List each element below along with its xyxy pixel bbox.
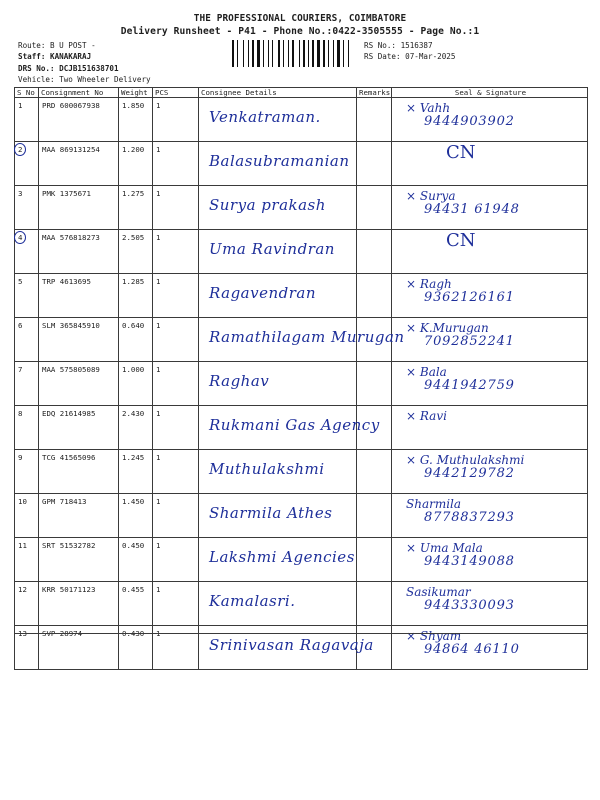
table-row — [15, 186, 588, 230]
rs-number: RS No.: 1516387 — [364, 41, 433, 50]
signature-phone: 8778837293 — [424, 510, 515, 525]
table-row — [15, 494, 588, 538]
signature-phone: 94864 46110 — [424, 642, 520, 657]
table-header-row — [15, 88, 588, 98]
signature — [406, 142, 587, 163]
consignee-name: Venkatraman. — [209, 108, 321, 126]
row-consignment: SLM 365845910 — [39, 318, 119, 362]
barcode-bar — [303, 40, 305, 67]
circle-mark — [14, 143, 26, 156]
barcode-bar — [274, 40, 277, 67]
barcode-bar — [288, 40, 289, 67]
bottom-rule — [14, 633, 587, 634]
barcode-bar — [281, 40, 282, 67]
row-pcs: 1 — [153, 538, 199, 582]
barcode-bar — [335, 40, 336, 67]
signature — [406, 542, 587, 568]
barcode-bar — [248, 40, 249, 67]
row-consignment: KRR 50171123 — [39, 582, 119, 626]
barcode-bar — [301, 40, 302, 67]
barcode-bar — [257, 40, 260, 67]
barcode-bar — [255, 40, 256, 67]
table-row — [15, 406, 588, 450]
barcode-bar — [328, 40, 329, 67]
table-row — [15, 538, 588, 582]
row-consignment: MAA 575805089 — [39, 362, 119, 406]
sno-text: 4 — [18, 233, 23, 242]
signature — [406, 498, 587, 524]
signature-phone: 94431 61948 — [424, 202, 520, 217]
row-remarks — [357, 494, 392, 538]
signature — [406, 586, 587, 612]
row-signature — [392, 98, 588, 142]
sno-value: 6 — [18, 321, 23, 330]
col-pcs: PCS — [153, 88, 199, 98]
row-signature — [392, 318, 588, 362]
barcode-bar — [310, 40, 311, 67]
signature-phone: 9443149088 — [424, 554, 515, 569]
barcode-bar — [237, 40, 238, 67]
signature — [406, 410, 587, 423]
rs-date: RS Date: 07-Mar-2025 — [364, 52, 456, 61]
row-consignee — [199, 142, 357, 186]
sno-value: 5 — [18, 277, 23, 286]
table-row — [15, 318, 588, 362]
row-sno — [15, 318, 39, 362]
row-sno — [15, 450, 39, 494]
signature-text: Sharmila — [406, 497, 462, 511]
signature — [406, 278, 587, 304]
consignee-name: Lakshmi Agencies — [209, 548, 355, 566]
barcode-bar — [337, 40, 340, 67]
circle-mark — [14, 231, 26, 244]
row-consignee — [199, 582, 357, 626]
row-sno — [15, 274, 39, 318]
barcode-bar — [272, 40, 273, 67]
row-weight: 0.455 — [119, 582, 153, 626]
row-weight: 1.245 — [119, 450, 153, 494]
staff-label: Staff: KANAKARAJ — [18, 52, 92, 61]
signature-phone: 9442129782 — [424, 466, 515, 481]
sno-value: 8 — [18, 409, 23, 418]
signature-phone: 7092852241 — [424, 334, 515, 349]
col-sno: S No — [15, 88, 39, 98]
col-weight: Weight — [119, 88, 153, 98]
company-title: THE PROFESSIONAL COURIERS, COIMBATORE — [193, 13, 407, 24]
sno-value: 13 — [18, 629, 27, 638]
sno-value: 10 — [18, 497, 27, 506]
sno-value: 11 — [18, 541, 27, 550]
row-signature — [392, 582, 588, 626]
row-weight: 1.275 — [119, 186, 153, 230]
row-weight: 0.450 — [119, 538, 153, 582]
consignee-name: Balasubramanian — [209, 152, 350, 170]
row-remarks — [357, 186, 392, 230]
runsheet-subtitle: Delivery Runsheet - P41 - Phone No.:0422-3505555 - Page No.:1 — [120, 26, 480, 37]
barcode-bar — [268, 40, 269, 67]
row-consignee — [199, 494, 357, 538]
consignee-name: Sharmila Athes — [209, 504, 333, 522]
row-pcs: 1 — [153, 406, 199, 450]
row-signature — [392, 450, 588, 494]
barcode-bar — [308, 40, 309, 67]
row-signature — [392, 538, 588, 582]
barcode-bar — [263, 40, 264, 67]
barcode-bar — [232, 40, 234, 67]
col-remarks: Remarks — [357, 88, 392, 98]
consignee-name: Uma Ravindran — [209, 240, 335, 258]
row-signature — [392, 406, 588, 450]
col-seal-signature: Seal & Signature — [392, 88, 588, 98]
signature — [406, 190, 587, 216]
row-remarks — [357, 142, 392, 186]
sno-value: 1 — [18, 101, 23, 110]
barcode-bar — [345, 40, 347, 67]
row-weight: 1.450 — [119, 494, 153, 538]
row-sno — [15, 98, 39, 142]
row-consignment: MAA 576818273 — [39, 230, 119, 274]
table-row — [15, 582, 588, 626]
signature-text: × K.Murugan — [406, 321, 489, 335]
sno-value: 3 — [18, 189, 23, 198]
row-remarks — [357, 274, 392, 318]
signature-phone: 9362126161 — [424, 290, 515, 305]
barcode-bar — [317, 40, 320, 67]
barcode-bar — [323, 40, 325, 67]
barcode-bar — [285, 40, 287, 67]
row-pcs: 1 — [153, 142, 199, 186]
row-sno — [15, 186, 39, 230]
table-row — [15, 98, 588, 142]
signature — [406, 230, 587, 251]
signature-text: × Vahh — [406, 101, 451, 115]
signature-phone: 9441942759 — [424, 378, 515, 393]
sno-value — [18, 145, 22, 154]
row-weight: 2.505 — [119, 230, 153, 274]
row-consignee — [199, 450, 357, 494]
row-remarks — [357, 538, 392, 582]
row-sno — [15, 582, 39, 626]
row-pcs: 1 — [153, 450, 199, 494]
row-weight: 0.640 — [119, 318, 153, 362]
row-consignment: GPM 718413 — [39, 494, 119, 538]
row-consignee — [199, 98, 357, 142]
row-sno — [15, 230, 39, 274]
row-consignee — [199, 186, 357, 230]
barcode-bar — [306, 40, 307, 67]
consignee-name: Raghav — [209, 372, 270, 390]
barcode-bar — [350, 40, 352, 67]
row-remarks — [357, 230, 392, 274]
consignee-name: Kamalasri. — [209, 592, 296, 610]
row-consignee — [199, 406, 380, 450]
row-pcs: 1 — [153, 626, 199, 670]
consignee-name: Ramathilagam Murugan — [209, 328, 405, 346]
barcode-bar — [348, 40, 349, 67]
barcode-bar — [315, 40, 316, 67]
consignee-name: Muthulakshmi — [209, 460, 325, 478]
barcode-bar — [292, 40, 294, 67]
barcode-bar — [299, 40, 300, 67]
barcode-bar — [261, 40, 262, 67]
barcode-bar — [235, 40, 236, 67]
signature-text: × G. Muthulakshmi — [406, 453, 525, 467]
barcode-bar — [265, 40, 267, 67]
row-pcs: 1 — [153, 98, 199, 142]
row-consignment: EDQ 21614985 — [39, 406, 119, 450]
signature-phone: 9443330093 — [424, 598, 515, 613]
signature — [406, 322, 587, 348]
barcode-bar — [283, 40, 284, 67]
row-signature — [392, 230, 588, 274]
table-row — [15, 142, 588, 186]
row-remarks — [357, 98, 392, 142]
signature — [406, 102, 587, 128]
row-weight: 1.285 — [119, 274, 153, 318]
row-weight: 1.200 — [119, 142, 153, 186]
row-consignment: PMK 1375671 — [39, 186, 119, 230]
route-label: Route: B U POST - — [18, 41, 96, 50]
row-pcs: 1 — [153, 230, 199, 274]
row-signature — [392, 142, 588, 186]
signature — [406, 366, 587, 392]
row-sno — [15, 142, 39, 186]
row-sno — [15, 362, 39, 406]
signature-text: × Bala — [406, 365, 447, 379]
row-signature — [392, 274, 588, 318]
barcode-bar — [333, 40, 334, 67]
row-pcs: 1 — [153, 494, 199, 538]
barcode-bar — [312, 40, 314, 67]
signature-text: Sasikumar — [406, 585, 471, 599]
sno-text: 2 — [18, 145, 23, 154]
row-consignment: SRT 51532782 — [39, 538, 119, 582]
barcode-bar — [330, 40, 332, 67]
row-weight: 0.430 — [119, 626, 153, 670]
row-consignment: TCG 41565096 — [39, 450, 119, 494]
row-pcs: 1 — [153, 318, 199, 362]
barcode-bar — [243, 40, 244, 67]
barcode-bar — [239, 40, 242, 67]
row-pcs: 1 — [153, 274, 199, 318]
row-pcs: 1 — [153, 186, 199, 230]
col-consignee: Consignee Details — [199, 88, 357, 98]
table-row — [15, 450, 588, 494]
barcode-bar — [278, 40, 280, 67]
row-pcs: 1 — [153, 582, 199, 626]
signature-phone: 9444903902 — [424, 114, 515, 129]
row-consignment: SVP 28974 — [39, 626, 119, 670]
barcode-bar — [343, 40, 344, 67]
signature-text: × Ragh — [406, 277, 452, 291]
row-weight: 2.430 — [119, 406, 153, 450]
barcode-bar — [341, 40, 342, 67]
row-consignment: TRP 4613695 — [39, 274, 119, 318]
row-remarks — [357, 582, 392, 626]
barcode-bar — [295, 40, 298, 67]
row-consignee — [199, 362, 357, 406]
row-signature — [392, 494, 588, 538]
sno-value: 9 — [18, 453, 23, 462]
row-consignee — [199, 230, 357, 274]
table-row — [15, 274, 588, 318]
sno-value: 12 — [18, 585, 27, 594]
row-sno — [15, 406, 39, 450]
consignee-name: Surya prakash — [209, 196, 326, 214]
row-pcs: 1 — [153, 362, 199, 406]
table-row — [15, 362, 588, 406]
row-weight: 1.850 — [119, 98, 153, 142]
row-weight: 1.000 — [119, 362, 153, 406]
signature — [406, 454, 587, 480]
row-remarks — [357, 362, 392, 406]
sno-value — [18, 233, 22, 242]
barcode-bar — [326, 40, 327, 67]
signature-text: CN — [446, 230, 476, 251]
row-signature — [392, 186, 588, 230]
row-consignment: PRD 600067938 — [39, 98, 119, 142]
barcode-bar — [321, 40, 322, 67]
barcode-bar — [270, 40, 271, 67]
consignee-name: Rukmani Gas Agency — [209, 416, 380, 434]
row-consignment: MAA 869131254 — [39, 142, 119, 186]
barcode-bar — [245, 40, 247, 67]
vehicle-label: Vehicle: Two Wheeler Delivery — [18, 75, 151, 84]
consignee-name: Ragavendran — [209, 284, 317, 302]
signature-text: × Ravi — [406, 409, 447, 423]
row-consignee — [199, 318, 405, 362]
consignee-name: Srinivasan Ragavaja — [209, 636, 374, 654]
signature-text: × Surya — [406, 189, 456, 203]
row-sno — [15, 494, 39, 538]
row-sno — [15, 538, 39, 582]
signature-text: × Uma Mala — [406, 541, 483, 555]
sno-value: 7 — [18, 365, 23, 374]
row-consignee — [199, 274, 357, 318]
runsheet-table — [14, 87, 588, 670]
barcode-bar — [252, 40, 254, 67]
drs-number: DRS No.: DCJB151638701 — [18, 64, 119, 73]
barcode-bar — [290, 40, 291, 67]
col-consignment: Consignment No — [39, 88, 119, 98]
row-consignee — [199, 538, 357, 582]
signature-text: CN — [446, 142, 476, 163]
row-signature — [392, 362, 588, 406]
row-remarks — [357, 450, 392, 494]
barcode-bar — [250, 40, 251, 67]
table-row — [15, 230, 588, 274]
signature-text: × Shyam — [406, 629, 462, 643]
barcode — [232, 40, 358, 67]
